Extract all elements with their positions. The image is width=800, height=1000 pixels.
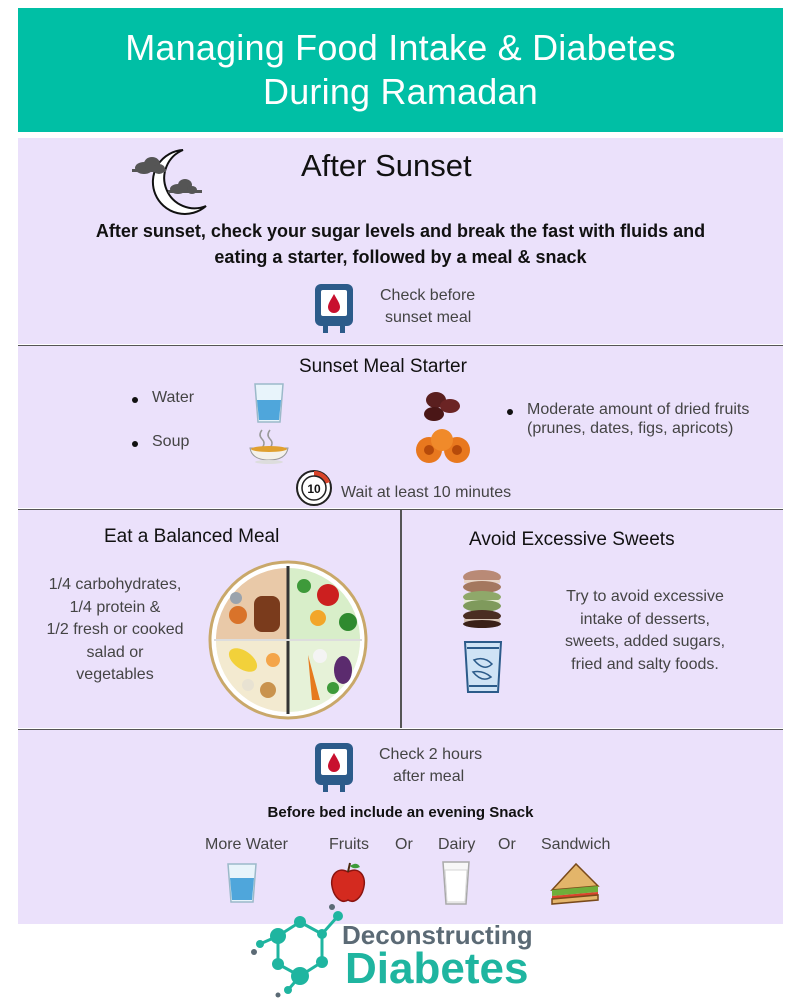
- balanced-meal-text: 1/4 carbohydrates, 1/4 protein & 1/2 fresh or cooked salad or vegetables: [46, 576, 184, 683]
- divider: [18, 729, 783, 730]
- macarons-icon: [460, 568, 504, 628]
- page-header: [18, 8, 783, 132]
- snack-option-fruits: Fruits: [329, 836, 369, 853]
- snack-option-sandwich: Sandwich: [541, 836, 611, 853]
- timer-label: 10: [307, 482, 321, 496]
- dried-fruits-icon: [412, 388, 474, 468]
- check-before-line-1: Check before: [380, 287, 476, 304]
- timer-icon: [295, 468, 333, 506]
- sweets-title: Avoid Excessive Sweets: [469, 529, 675, 550]
- snack-or: Or: [498, 836, 516, 853]
- snack-or: Or: [395, 836, 413, 853]
- balanced-plate-icon: [208, 560, 368, 720]
- balanced-meal-title: Eat a Balanced Meal: [104, 526, 280, 547]
- check-after-line-1: Check 2 hours: [379, 746, 483, 763]
- milk-glass-icon: [440, 860, 472, 906]
- glucose-meter-icon: [313, 741, 355, 793]
- logo-text-line-1: Deconstructing: [342, 920, 533, 950]
- check-before-line-2: sunset meal: [385, 309, 472, 326]
- starter-title: Sunset Meal Starter: [299, 356, 467, 377]
- check-after-line-2: after meal: [393, 768, 465, 785]
- water-glass-icon: [252, 382, 286, 424]
- sweets-text: Try to avoid excessive intake of desserts, sweets, added sugars, fried and salty foods.: [564, 588, 726, 673]
- divider: [18, 345, 783, 346]
- page-title-line-2: During Ramadan: [263, 71, 538, 112]
- water-glass-icon: [225, 862, 259, 904]
- after-sunset-subtitle-2: eating a starter, followed by a meal & snack: [214, 247, 587, 267]
- after-sunset-subtitle-1: After sunset, check your sugar levels and break the fast with fluids and: [95, 221, 706, 241]
- wait-text: Wait at least 10 minutes: [341, 484, 512, 501]
- snack-bag-icon: [460, 638, 506, 696]
- molecule-logo-icon: [248, 902, 348, 998]
- dried-fruits-item: Moderate amount of dried fruits (prunes, dates, figs, apricots): [507, 401, 749, 438]
- snack-option-dairy: Dairy: [438, 836, 476, 853]
- starter-item-soup: Soup: [132, 433, 189, 451]
- apple-icon: [329, 860, 367, 906]
- snack-option-water: More Water: [205, 836, 288, 853]
- moon-clouds-icon: [128, 146, 208, 216]
- after-sunset-title: After Sunset: [301, 148, 472, 183]
- soup-bowl-icon: [248, 428, 290, 464]
- snack-title: Before bed include an evening Snack: [267, 804, 534, 821]
- page-title-line-1: Managing Food Intake & Diabetes: [125, 27, 676, 68]
- logo-text-line-2: Diabetes: [345, 944, 529, 993]
- glucose-meter-icon: [313, 282, 355, 334]
- sandwich-icon: [548, 860, 602, 906]
- starter-item-water: Water: [132, 389, 194, 407]
- vertical-divider: [400, 510, 402, 728]
